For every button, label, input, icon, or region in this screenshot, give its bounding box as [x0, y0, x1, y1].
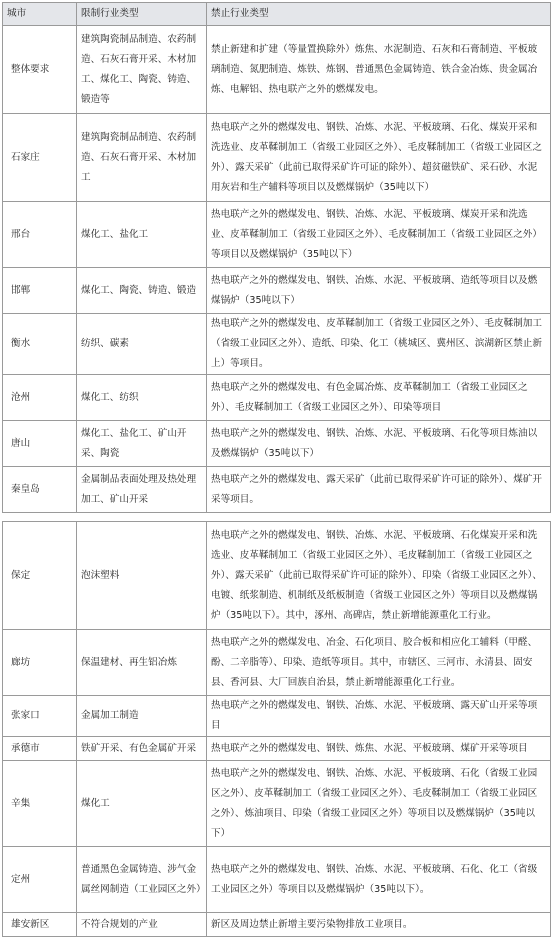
banned-cell: 热电联产之外的燃煤发电、钢铁、冶炼、水泥、平板玻璃、石化（省级工业园区之外）、皮革鞣制加工（省级工业园区之外）、毛皮鞣制加工（省级工业园区之外）、炼油项目、印染（省级工业园区之外）等项目以及燃煤锅炉（35吨以下）	[207, 761, 551, 847]
gap-cell	[3, 513, 551, 522]
limited-cell: 煤化工、盐化工、矿山开采、陶瓷	[77, 421, 207, 467]
city-cell: 唐山	[3, 421, 77, 467]
limited-cell: 金属制品表面处理及热处理加工、矿山开采	[77, 467, 207, 513]
table-row	[3, 421, 551, 467]
banned-cell: 热电联产之外的燃煤发电、钢铁、冶炼、水泥、平板玻璃、露天矿山开采等项目	[207, 696, 551, 737]
limited-cell: 泡沫塑料	[77, 522, 207, 630]
table-row	[3, 847, 551, 913]
banned-cell: 禁止新建和扩建（等量置换除外）炼焦、水泥制造、石灰和石膏制造、平板玻璃制造、氮肥制造、炼铁、炼钢、普通黑色金属铸造、铁合金冶炼、贵金属冶炼、电解铝、热电联产之外的燃煤发电。	[207, 26, 551, 114]
table-row	[3, 467, 551, 513]
city-cell: 定州	[3, 847, 77, 913]
limited-cell: 煤化工	[77, 761, 207, 847]
limited-cell: 纺织、碳素	[77, 314, 207, 375]
limited-cell: 煤化工、陶瓷、铸造、锻造	[77, 268, 207, 314]
limited-cell: 煤化工、纺织	[77, 375, 207, 421]
banned-cell: 热电联产之外的燃煤发电、钢铁、冶炼、水泥、平板玻璃、煤炭开采和洗选业、皮革鞣制加工（省级工业园区之外）、毛皮鞣制加工（省级工业园区之外）等项目以及燃煤锅炉（35吨以下）	[207, 202, 551, 268]
header-limited-industry: 限制行业类型	[77, 3, 207, 26]
city-cell: 雄安新区	[3, 913, 77, 937]
table-row	[3, 114, 551, 202]
city-cell: 石家庄	[3, 114, 77, 202]
banned-cell: 热电联产之外的燃煤发电、钢铁、冶炼、水泥、平板玻璃、石化、化工（省级工业园区之外）等项目以及燃煤锅炉（35吨以下）。	[207, 847, 551, 913]
policy-table-wrapper	[2, 2, 550, 937]
table-row	[3, 314, 551, 375]
limited-cell: 建筑陶瓷制品制造、农药制造、石灰石膏开采、木材加工、煤化工、陶瓷、铸造、锻造等	[77, 26, 207, 114]
limited-cell: 铁矿开采、有色金属矿开采	[77, 737, 207, 761]
city-cell: 秦皇岛	[3, 467, 77, 513]
city-cell: 廊坊	[3, 630, 77, 696]
table-row	[3, 202, 551, 268]
table-row	[3, 913, 551, 937]
city-cell: 衡水	[3, 314, 77, 375]
limited-cell: 普通黑色金属铸造、涉气金属丝网制造（工业园区之外）	[77, 847, 207, 913]
city-cell: 辛集	[3, 761, 77, 847]
city-cell: 邯郸	[3, 268, 77, 314]
table-row	[3, 630, 551, 696]
city-cell: 整体要求	[3, 26, 77, 114]
table-header-row	[3, 3, 551, 26]
table-row	[3, 375, 551, 421]
banned-cell: 热电联产之外的燃煤发电、露天采矿（此前已取得采矿许可证的除外）、煤矿开采等项目。	[207, 467, 551, 513]
table-row	[3, 522, 551, 630]
banned-cell: 热电联产之外的燃煤发电、钢铁、冶炼、水泥、平板玻璃、石化等项目炼油以及燃煤锅炉（35吨以下）	[207, 421, 551, 467]
table-row	[3, 761, 551, 847]
banned-cell: 热电联产之外的燃煤发电、有色金属冶炼、皮革鞣制加工（省级工业园区之外）、毛皮鞣制加工（省级工业园区之外）、印染等项目	[207, 375, 551, 421]
city-cell: 邢台	[3, 202, 77, 268]
banned-cell: 热电联产之外的燃煤发电、钢铁、冶炼、水泥、平板玻璃、石化煤炭开采和洗选业、皮革鞣制加工（省级工业园区之外）、毛皮鞣制加工（省级工业园区之外）、露天采矿（此前已取得采矿许可证的除外）、印染（省级工业园区之外）、电镀、纸浆制造、机制纸及纸板制造（省级工业园区之外）等项目以及燃煤锅炉（35吨以下）。其中，涿州、高碑店，禁止新增能源重化工行业。	[207, 522, 551, 630]
city-cell: 沧州	[3, 375, 77, 421]
industry-restriction-table	[2, 2, 551, 937]
limited-cell: 不符合规划的产业	[77, 913, 207, 937]
city-cell: 承德市	[3, 737, 77, 761]
city-cell: 保定	[3, 522, 77, 630]
table-row	[3, 696, 551, 737]
banned-cell: 新区及周边禁止新增主要污染物排放工业项目。	[207, 913, 551, 937]
limited-cell: 建筑陶瓷制品制造、农药制造、石灰石膏开采、木材加工	[77, 114, 207, 202]
banned-cell: 热电联产之外的燃煤发电、钢铁、炼焦、水泥、平板玻璃、煤矿开采等项目	[207, 737, 551, 761]
banned-cell: 热电联产之外的燃煤发电、钢铁、冶炼、水泥、平板玻璃、石化、煤炭开采和洗选业、皮革鞣制加工（省级工业园区之外）、毛皮鞣制加工（省级工业园区之外）、露天采矿（此前已取得采矿许可证的除外）、超贫磁铁矿、采石砂、水泥用灰岩和生产辅料等项目以及燃煤锅炉（35吨以下）	[207, 114, 551, 202]
limited-cell: 煤化工、盐化工	[77, 202, 207, 268]
table-gap	[3, 513, 551, 522]
table-row	[3, 26, 551, 114]
banned-cell: 热电联产之外的燃煤发电、钢铁、冶炼、水泥、平板玻璃、造纸等项目以及燃煤锅炉（35吨以下）	[207, 268, 551, 314]
table-row	[3, 737, 551, 761]
city-cell: 张家口	[3, 696, 77, 737]
limited-cell: 保温建材、再生铝冶炼	[77, 630, 207, 696]
banned-cell: 热电联产之外的燃煤发电、皮革鞣制加工（省级工业园区之外）、毛皮鞣制加工（省级工业园区之外）、造纸、印染、化工（桃城区、冀州区、滨湖新区禁止新上）等项目。	[207, 314, 551, 375]
limited-cell: 金属加工制造	[77, 696, 207, 737]
header-banned-industry: 禁止行业类型	[207, 3, 551, 26]
table-row	[3, 268, 551, 314]
header-city: 城市	[3, 3, 77, 26]
banned-cell: 热电联产之外的燃煤发电、冶金、石化项目、胶合板和相应化工辅料（甲醛、酚、二辛脂等）、印染、造纸等项目。其中，市辖区、三河市、永清县、固安县、香河县、大厂回族自治县，禁止新增能源重化工行业。	[207, 630, 551, 696]
